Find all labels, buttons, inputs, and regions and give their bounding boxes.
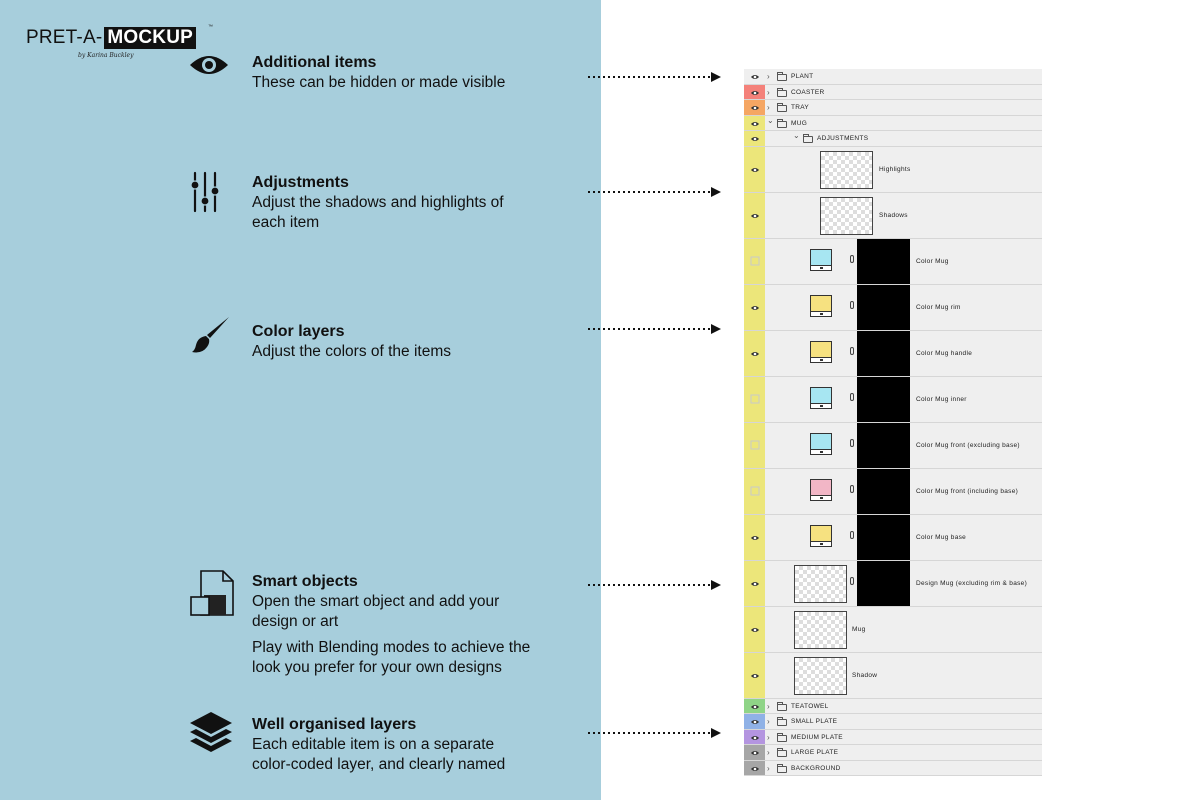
- swatch-base: [810, 450, 832, 455]
- eye-icon: [750, 344, 759, 362]
- layer-row[interactable]: [744, 147, 1042, 193]
- dotted-arrow: [587, 323, 723, 335]
- hidden-layer-box-icon: [750, 487, 759, 496]
- chevron-right-icon[interactable]: ›: [767, 72, 770, 81]
- layer-visibility-toggle[interactable]: [744, 423, 765, 468]
- layer-row[interactable]: [744, 423, 1042, 469]
- layer-visibility-toggle[interactable]: [744, 239, 765, 284]
- swatch-base: [810, 266, 832, 271]
- folder-icon: [777, 719, 787, 726]
- feature-smart-objects: [252, 572, 530, 678]
- eye-icon: [750, 574, 759, 592]
- layer-name: TEATOWEL: [791, 702, 829, 710]
- chain-link-icon: [850, 301, 854, 309]
- layer-mask-thumbnail: [857, 239, 910, 284]
- chain-link-icon: [850, 439, 854, 447]
- chain-link-icon: [850, 577, 854, 585]
- layer-mask-thumbnail: [857, 285, 910, 330]
- feature-line: color-coded layer, and clearly named: [252, 756, 506, 773]
- layer-mask-thumbnail: [857, 515, 910, 560]
- color-swatch: [810, 525, 832, 542]
- layer-name: LARGE PLATE: [791, 749, 839, 756]
- layer-visibility-toggle[interactable]: [744, 699, 765, 714]
- folder-icon: [777, 766, 787, 773]
- chevron-down-icon[interactable]: ⌄: [793, 131, 800, 140]
- layer-name: SMALL PLATE: [791, 718, 838, 725]
- feature-title: Adjustments: [252, 174, 349, 191]
- layer-thumbnail: [820, 197, 873, 235]
- layer-mask-thumbnail: [857, 331, 910, 376]
- feature-line: look you prefer for your own designs: [252, 659, 502, 676]
- layer-row[interactable]: [744, 761, 1042, 777]
- hidden-layer-box-icon: [750, 441, 759, 450]
- layer-name: Color Mug: [916, 257, 949, 265]
- hidden-layer-box-icon: [750, 257, 759, 266]
- eye-icon: [750, 206, 759, 224]
- layer-mask-thumbnail: [857, 469, 910, 514]
- layer-name: TRAY: [791, 104, 810, 111]
- logo-trademark: ™: [208, 24, 213, 30]
- folder-icon: [803, 136, 813, 143]
- chevron-right-icon[interactable]: ›: [767, 763, 770, 773]
- folder-icon: [777, 74, 787, 81]
- logo-word-1: PRET-A-: [26, 27, 103, 48]
- feature-line: Open the smart object and add your: [252, 593, 500, 610]
- paintbrush-icon: [190, 315, 232, 355]
- layer-name: Shadows: [879, 211, 908, 219]
- layer-name: ADJUSTMENTS: [817, 135, 869, 142]
- dotted-arrow: [587, 71, 723, 83]
- feature-line: Adjust the colors of the items: [252, 343, 452, 360]
- layer-row[interactable]: [744, 85, 1042, 101]
- layer-row[interactable]: [744, 607, 1042, 653]
- feature-adjustments: [252, 173, 504, 233]
- folder-icon: [777, 121, 787, 128]
- layer-visibility-toggle[interactable]: [744, 193, 765, 238]
- layer-row[interactable]: [744, 561, 1042, 607]
- layer-row[interactable]: [744, 285, 1042, 331]
- color-swatch: [810, 341, 832, 358]
- layer-visibility-toggle[interactable]: [744, 285, 765, 330]
- layer-thumbnail: [794, 565, 847, 603]
- swatch-base: [810, 312, 832, 317]
- chevron-down-icon[interactable]: ⌄: [767, 115, 774, 125]
- layer-visibility-toggle[interactable]: [744, 653, 765, 698]
- eye-icon: [750, 759, 759, 777]
- swatch-base: [810, 404, 832, 409]
- layer-mask-thumbnail: [857, 377, 910, 422]
- layer-name: Color Mug base: [916, 533, 967, 541]
- color-swatch: [810, 433, 832, 450]
- smart-object-icon: [189, 569, 235, 619]
- layer-visibility-toggle[interactable]: [744, 147, 765, 192]
- folder-icon: [777, 750, 787, 757]
- layers-panel: [744, 69, 1042, 775]
- logo: [24, 24, 213, 59]
- layer-visibility-toggle[interactable]: [744, 331, 765, 376]
- folder-icon: [777, 90, 787, 97]
- color-swatch: [810, 479, 832, 496]
- layer-name: BACKGROUND: [791, 764, 841, 772]
- layer-visibility-toggle[interactable]: [744, 745, 765, 760]
- layer-name: MEDIUM PLATE: [791, 733, 843, 741]
- sliders-icon: [190, 171, 220, 213]
- layer-row[interactable]: [744, 745, 1042, 761]
- feature-title: Color layers: [252, 323, 345, 340]
- layer-name: Mug: [852, 625, 866, 633]
- layer-name: Color Mug handle: [916, 349, 973, 357]
- layer-mask-thumbnail: [857, 561, 910, 606]
- layer-visibility-toggle[interactable]: [744, 515, 765, 560]
- layer-name: Color Mug inner: [916, 395, 967, 403]
- dotted-arrow: [587, 727, 723, 739]
- dotted-arrow: [587, 186, 723, 198]
- logo-byline: by Karina Buckley: [78, 52, 134, 59]
- layers-icon: [189, 711, 233, 753]
- feature-line: each item: [252, 214, 320, 231]
- chain-link-icon: [850, 347, 854, 355]
- layer-name: MUG: [791, 119, 808, 127]
- layer-row[interactable]: [744, 469, 1042, 515]
- logo-word-2: MOCKUP: [104, 27, 196, 49]
- layer-visibility-toggle[interactable]: [744, 116, 765, 131]
- chevron-right-icon[interactable]: ›: [767, 103, 770, 112]
- layer-row[interactable]: [744, 653, 1042, 699]
- eye-icon: [750, 298, 759, 316]
- layer-row[interactable]: [744, 515, 1042, 561]
- feature-line: Each editable item is on a separate: [252, 736, 495, 753]
- color-swatch: [810, 295, 832, 312]
- eye-icon: [750, 666, 759, 684]
- layer-name: Shadow: [852, 671, 878, 679]
- layer-row[interactable]: [744, 193, 1042, 239]
- layer-thumbnail: [794, 611, 847, 649]
- layer-row[interactable]: [744, 69, 1042, 85]
- layer-row[interactable]: [744, 116, 1042, 132]
- color-swatch: [810, 249, 832, 266]
- feature-title: Well organised layers: [252, 716, 417, 733]
- chevron-right-icon[interactable]: ›: [767, 701, 770, 711]
- feature-well-organised-layers: [252, 715, 505, 775]
- feature-color-layers: [252, 322, 451, 362]
- chain-link-icon: [850, 255, 854, 263]
- layer-thumbnail: [820, 151, 873, 189]
- layer-row[interactable]: [744, 239, 1042, 285]
- eye-icon: [750, 528, 759, 546]
- eye-icon: [750, 129, 759, 147]
- folder-icon: [777, 735, 787, 742]
- layer-name: COASTER: [791, 88, 825, 96]
- folder-icon: [777, 105, 787, 112]
- feature-line: Play with Blending modes to achieve the: [252, 639, 531, 656]
- eye-icon: [188, 52, 230, 78]
- chevron-right-icon[interactable]: ›: [767, 748, 770, 757]
- layer-visibility-toggle[interactable]: [744, 607, 765, 652]
- layer-row[interactable]: [744, 331, 1042, 377]
- layer-row[interactable]: [744, 100, 1042, 116]
- layer-visibility-toggle[interactable]: [744, 85, 765, 100]
- dotted-arrow: [587, 579, 723, 591]
- layer-visibility-toggle[interactable]: [744, 469, 765, 514]
- layer-visibility-toggle[interactable]: [744, 100, 765, 115]
- layer-name: Highlights: [879, 165, 911, 173]
- swatch-base: [810, 496, 832, 501]
- chevron-right-icon[interactable]: ›: [767, 717, 770, 726]
- layer-name: Color Mug front (excluding base): [916, 441, 1020, 449]
- layer-row[interactable]: [744, 699, 1042, 715]
- layer-name: Color Mug front (including base): [916, 487, 1019, 495]
- feature-line: design or art: [252, 613, 339, 630]
- layer-name: Design Mug (excluding rim & base): [916, 579, 1028, 587]
- folder-icon: [777, 704, 787, 711]
- layer-row[interactable]: [744, 714, 1042, 730]
- chain-link-icon: [850, 531, 854, 539]
- chain-link-icon: [850, 393, 854, 401]
- feature-line: These can be hidden or made visible: [252, 74, 506, 91]
- swatch-base: [810, 358, 832, 363]
- chevron-right-icon[interactable]: ›: [767, 87, 770, 97]
- eye-icon: [750, 620, 759, 638]
- layer-visibility-toggle[interactable]: [744, 377, 765, 422]
- layer-visibility-toggle[interactable]: [744, 761, 765, 776]
- swatch-base: [810, 542, 832, 547]
- layer-visibility-toggle[interactable]: [744, 714, 765, 729]
- eye-icon: [750, 160, 759, 178]
- feature-additional-items: [252, 53, 505, 93]
- layer-visibility-toggle[interactable]: [744, 69, 765, 84]
- layer-row[interactable]: [744, 131, 1042, 147]
- layer-row[interactable]: [744, 377, 1042, 423]
- feature-title: Smart objects: [252, 573, 358, 590]
- feature-line: Adjust the shadows and highlights of: [252, 194, 504, 211]
- layer-name: Color Mug rim: [916, 303, 961, 311]
- layer-visibility-toggle[interactable]: [744, 131, 765, 146]
- layer-visibility-toggle[interactable]: [744, 730, 765, 745]
- hidden-layer-box-icon: [750, 395, 759, 404]
- layer-thumbnail: [794, 657, 847, 695]
- chevron-right-icon[interactable]: ›: [767, 732, 770, 742]
- layer-visibility-toggle[interactable]: [744, 561, 765, 606]
- layer-name: PLANT: [791, 73, 814, 80]
- layer-row[interactable]: [744, 730, 1042, 746]
- layer-mask-thumbnail: [857, 423, 910, 468]
- chain-link-icon: [850, 485, 854, 493]
- feature-title: Additional items: [252, 54, 377, 71]
- color-swatch: [810, 387, 832, 404]
